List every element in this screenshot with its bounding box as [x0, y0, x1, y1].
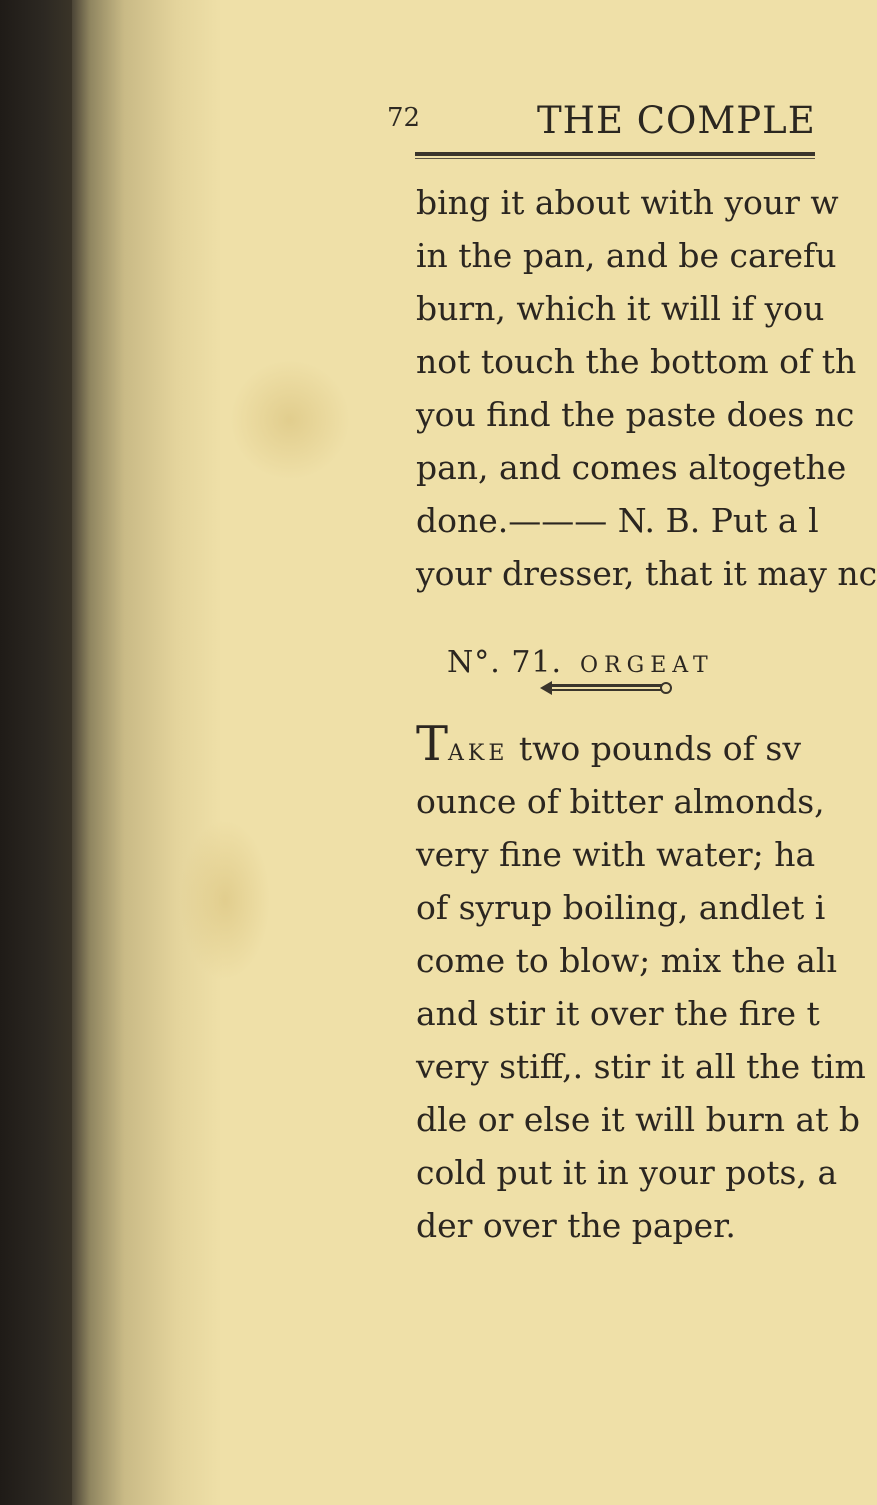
text-line: burn, which it will if you — [416, 289, 825, 328]
continuation-paragraph — [416, 176, 877, 600]
text-line: and stir it over the fire t — [416, 994, 820, 1033]
text-line: cold put it in your pots, a — [416, 1153, 838, 1192]
text-line: of syrup boiling, andlet i — [416, 888, 826, 927]
text-line: bing it about with your w — [416, 183, 839, 222]
page-header — [387, 99, 816, 142]
text-line-rest: two pounds of sv — [508, 729, 801, 768]
text-line: not touch the bottom of th — [416, 342, 857, 381]
running-title: THE COMPLE — [537, 99, 816, 142]
text-line: pan, and comes altogethe — [416, 448, 847, 487]
drop-capital: T — [416, 716, 449, 772]
text-line: very fine with water; ha — [416, 835, 816, 874]
text-line: very stiff,. stir it all the tim — [416, 1047, 866, 1086]
header-rule-thin — [415, 158, 815, 159]
section-number: N°. 71. — [447, 645, 563, 680]
page-number: 72 — [387, 103, 421, 133]
paper-stain — [230, 360, 350, 480]
text-line: your dresser, that it may nc — [416, 554, 877, 593]
text-line: der over the paper. — [416, 1206, 736, 1245]
text-line: you find the paste does nc — [416, 395, 855, 434]
text-line: ounce of bitter almonds, — [416, 782, 825, 821]
text-line: come to blow; mix the alı — [416, 941, 837, 980]
book-spine — [0, 0, 72, 1505]
paper-stain — [180, 820, 270, 980]
text-line — [416, 716, 866, 775]
text-line: in the pan, and be carefu — [416, 236, 837, 275]
section-heading — [447, 645, 714, 680]
recipe-paragraph — [416, 716, 866, 1252]
section-title: ORGEAT — [580, 653, 714, 678]
small-caps-word: AKE — [448, 741, 509, 766]
text-line: dle or else it will burn at b — [416, 1100, 861, 1139]
header-rule — [415, 152, 815, 156]
page-gutter-shadow — [72, 0, 222, 1505]
text-line: done.——— N. B. Put a l — [416, 501, 819, 540]
ornament-divider — [538, 676, 678, 700]
